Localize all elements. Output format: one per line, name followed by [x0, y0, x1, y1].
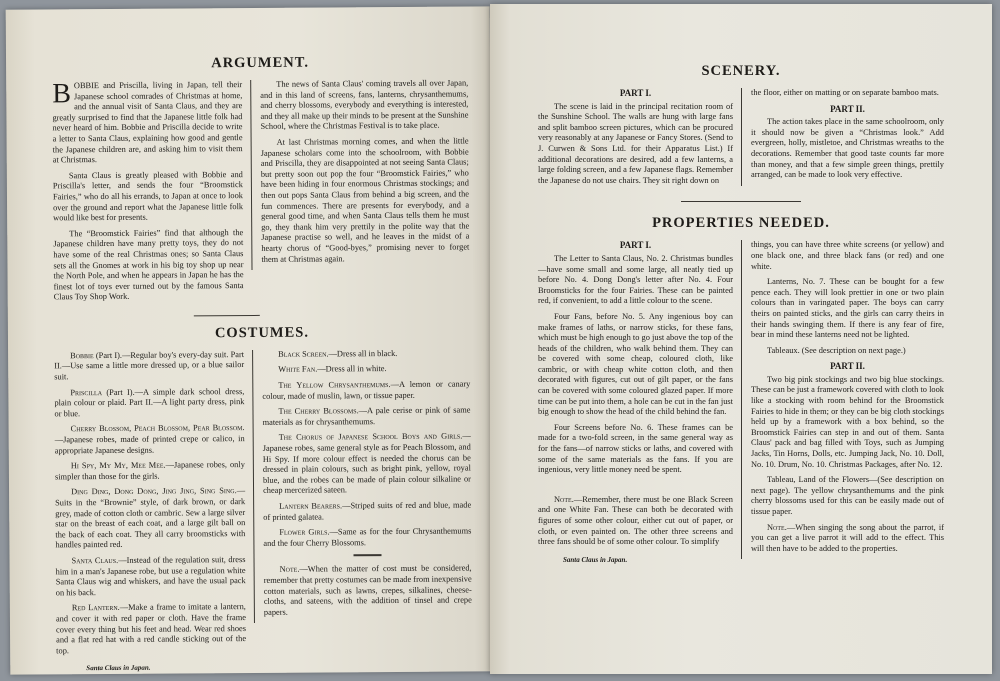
costumes-column-2 — [252, 348, 472, 623]
costumes-columns — [54, 348, 472, 673]
paragraph — [538, 423, 733, 476]
note-text: —When the matter of cost must be considered, remember that pretty costumes can be made from inexpensive cotton materials, such as lawns, crepes, silkalines, cheese-cloths, and sateens, with the addition of tinsel and crepe papers. — [263, 563, 472, 617]
paragraph — [55, 486, 245, 551]
paragraph-lead: Hi Spy, My My, Mee Mee. — [70, 460, 166, 471]
paragraph — [54, 387, 244, 420]
scenery-column-1 — [538, 88, 741, 191]
paragraph — [53, 170, 243, 224]
paragraph-text: —Remember, there must be one Black Screen and one White Fan. These can both be decorated with figures of some other colour, either cut out of paper, or cloth, or even painted on. The other three screens and three fans should be of some other colour. To simplify — [538, 494, 733, 547]
paragraph-text: the floor, either on matting or on separate bamboo mats. — [751, 88, 939, 97]
argument-column-1 — [52, 80, 252, 308]
paragraph-lead: Black Screen. — [278, 349, 329, 359]
paragraph-text: —Japanese robes, same general style as for Peach Blossom, and Hi Spy. If more colour effect is needed the chorus can be dressed in plain colours, such as bright pink, yellow, royal blue, and the robes can be made of plain colour silkaline or cheap mercerized sateen. — [262, 431, 472, 496]
costumes-heading: COSTUMES. — [214, 324, 310, 342]
part-heading: PART II. — [830, 103, 865, 114]
argument-heading: ARGUMENT. — [211, 54, 309, 72]
paragraph-text: The action takes place in the same schoolroom, only it should now be given a “Christmas look.” Add evergreen, holly, mistletoe, and Christmas wreaths to the decorations. Remember that good taste counts far more than money, and that a few simple green things, prettily arranged, can be made to look very effective. — [751, 117, 944, 180]
paragraph-text: Tableaux. (See description on next page.) — [767, 345, 906, 355]
paragraph — [55, 460, 245, 483]
scenery-columns — [538, 88, 944, 191]
paragraph — [751, 240, 944, 272]
drop-cap: B — [52, 78, 72, 110]
argument-columns — [52, 78, 470, 308]
paragraph — [262, 364, 470, 376]
paragraph-lead: Note. — [554, 494, 574, 504]
paragraph-text: OBBIE and Priscilla, living in Japan, tell their Japanese school comrades of Christmas at home, and the annual visit of Santa Claus, and they are greatly surprised to find that the Japanese little folk had never heard of him. Bobbie and Priscilla decide to write a letter to Santa Claus, explaining how good and gentle the Japanese children are, and asking him to visit them at Christmas. — [52, 80, 243, 165]
paragraph-text: Two big pink stockings and two big blue stockings. These can be just a framework covered with cloth to look like a stocking with room behind for the Broomstick Fairies to hide in them; or they can be big cloth stockings held up by a framework with a box behind, so the Broomstick Fairies can step in and out of them. Santa Claus' pack and bag filled with Toys, such as Jumping Jacks, Tin Horns, Dolls, etc. Jumping Jack, No. 10. Doll, No. 10. Drum, No. 10. Christmas Packages, after No. 12. — [751, 374, 944, 469]
paragraph — [53, 228, 244, 303]
paragraph-text: —Make a frame to imitate a lantern, and cover it with red paper or cloth. Have the frame cover every thing but his feet and head. Wear red shoes and a flat red hat with a red candle sticking out of the top. — [55, 602, 247, 656]
right-page — [490, 4, 992, 674]
paragraph-text: (Part I).—Regular boy's every-day suit. Part II.—Use same a little more dressed up, or a blue sailor suit. — [54, 349, 245, 382]
paragraph-text: —Japanese robes, only simpler than those for the girls. — [54, 460, 245, 482]
paragraph-lead: The Chorus of Japanese School Boys and Girls. — [278, 431, 463, 443]
paragraph-lead: White Fan. — [278, 364, 318, 375]
paragraph — [261, 136, 470, 265]
paragraph — [263, 527, 471, 550]
paragraph-text: Santa Claus is greatly pleased with Bobbie and Priscilla's letter, and sends the four “Broomstick Fairies,” who do all his errands, to Japan at once to look over the ground and report what the Japanese little folk would like best for presents. — [52, 169, 244, 223]
note-divider — [353, 554, 381, 556]
paragraph — [751, 117, 944, 181]
part-heading: PART II. — [830, 361, 865, 372]
paragraph-lead: Note. — [767, 522, 787, 532]
paragraph-lead: Priscilla — [70, 387, 103, 397]
paragraph-text: —Same as for the four Chrysanthemums and the four Cherry Blossoms. — [263, 526, 472, 548]
paragraph-lead: Santa Claus. — [71, 555, 119, 566]
paragraph — [260, 78, 468, 132]
paragraph — [751, 475, 944, 517]
paragraph-text: —Suits in the “Brownie” style, of dark brown, or dark grey, made of cotton cloth or cambric. Sew a large silver star on the breast of each coat, and a large gilt ball on the back of each coat. They all carry broomsticks with handles painted red. — [55, 486, 246, 550]
spacer — [538, 481, 733, 495]
part-heading: PART I. — [619, 88, 652, 98]
paragraph — [751, 88, 944, 99]
section-divider — [681, 201, 801, 202]
paragraph-text: The “Broomstick Fairies” find that although the Japanese children have many pretty toys, they do not have some of the real Christmas ones; so Santa Claus sets all the Gnomes at work in his big toy shop up near the North Pole, and when he appears in Japan he has the finest lot of toys ever turned out by the famous Santa Claus Toy Shop Work. — [53, 227, 244, 302]
paragraph — [262, 348, 470, 360]
page-footer: Santa Claus in Japan. — [563, 555, 628, 564]
costumes-list — [262, 348, 471, 549]
paragraph-text: —Dress all in black. — [328, 348, 398, 359]
page-footer: Santa Claus in Japan. — [86, 664, 151, 673]
paragraph — [52, 80, 243, 166]
paragraph-text: —Striped suits of red and blue, made of printed galatea. — [263, 500, 472, 522]
paragraph-text: —When singing the song about the parrot, if you can get a live parrot it will add to the effect. This will then have to be added to the properties. — [751, 522, 944, 553]
scenery-heading: SCENERY. — [701, 63, 781, 79]
section-divider — [194, 315, 260, 316]
paragraph-lead: The Yellow Chrysanthemums. — [278, 380, 391, 390]
paragraph — [54, 350, 244, 383]
paragraph-text: The news of Santa Claus' coming travels all over Japan, and in this land of screens, fans, lanterns, chrysanthemums, and cherry blossoms, everybody and everything is interested, and they all make up their minds to be present at the Sunshine School, where the Christmas Festival is to take place. — [260, 78, 469, 132]
paragraph-text: Four Screens before No. 6. These frames can be made for a two-fold screen, in the same general way as for the fans—of narrow sticks or laths, and covered with some of the same materials as the fans. If you are ingenious, very little money need be spent. — [538, 422, 733, 475]
paragraph-text: —A pale cerise or pink of same materials as for chrysanthemums. — [262, 405, 471, 427]
paragraph-lead: Lantern Bearers. — [279, 501, 343, 511]
paragraph — [56, 602, 246, 656]
paragraph-text: —Dress all in white. — [317, 364, 387, 374]
paragraph-lead: Ding Ding, Dong Dong, Jing Jing, Sing Sing. — [71, 486, 237, 497]
paragraph — [263, 432, 471, 497]
properties-columns — [538, 240, 944, 564]
left-page — [6, 6, 495, 674]
costumes-note — [264, 564, 472, 618]
note-lead: Note. — [279, 565, 300, 575]
properties-column-2 — [741, 240, 944, 559]
paragraph — [751, 346, 944, 357]
paragraph-text: Four Fans, before No. 5. Any ingenious boy can make frames of laths, or narrow sticks, for these fans, which must be high enough to go just above the top of the heads of the children, who walk behind them. They can be covered with some cheap, coloured cloth, like cambric, or with cheap white cotton cloth, and then decorated with figures, cut out of gilt paper, or the fans can be covered with some coloured glazed paper. If more time can be put into them, a hole can be cut in the fan just big enough to show the head of the child behind the fan. — [538, 311, 733, 417]
argument-column-2 — [250, 78, 469, 270]
part-heading: PART I. — [619, 240, 652, 251]
paragraph — [262, 406, 470, 429]
paragraph — [538, 254, 733, 307]
paragraph-text: The scene is laid in the principal recitation room of the Sunshine School. The walls are hung with large fans and split bamboo screen pictures, which can be procured very reasonably at any Japanese or Fancy Stores. (Send to J. Curwen & Sons Ltd. for their Apparatus List.) If additional decorations are desired, add a few lanterns, a large folding screen, and a few Japanese flags. Remember the Japanese do not use chairs. They sit right down on — [538, 101, 733, 185]
properties-list-1 — [538, 240, 733, 547]
properties-column-1 — [538, 240, 741, 564]
scenery-column-2 — [741, 88, 944, 186]
paragraph — [751, 523, 944, 555]
paragraph — [263, 500, 471, 523]
costumes-list-1 — [54, 350, 246, 657]
paragraph — [538, 102, 733, 187]
paragraph-text: —Instead of the regulation suit, dress him in a man's Japanese robe, but use a regulation white Santa Claus wig and whiskers, and have the usual pack on his back. — [55, 555, 246, 598]
paragraph — [538, 495, 733, 548]
paragraph-text: (Part I).—A simple dark school dress, plain colour or plaid. Part II.—A light party dress, pink or blue. — [54, 386, 245, 419]
costumes-column-1 — [54, 350, 254, 674]
paragraph — [56, 555, 246, 599]
paragraph-text: things, you can have three white screens (or yellow) and one black one, and three black fans (or red) and one white. — [751, 240, 944, 271]
paragraph — [538, 312, 733, 418]
properties-heading: PROPERTIES NEEDED. — [652, 215, 830, 232]
paragraph-text: Lanterns, No. 7. These can be bought for a few pence each. They will look prettier in one or two plain colours than in varingated paper. The boys can carry theirs on painted sticks, and the girls can carry theirs in their hands swinging them. If there is any fear of fire, bear in mind these lanterns need not be lighted. — [751, 277, 944, 340]
paragraph-lead: Flower Girls. — [279, 527, 330, 537]
paragraph-text: At last Christmas morning comes, and when the little Japanese scholars come into the schoolroom, with Bobbie and Priscilla, they are disappointed at not seeing Santa Claus; but pretty soon out pop the four “Broomstick Fairies,” who have been hiding in four enormous Christmas stockings; and then out pops Santa Claus from behind a big screen, and the fun commences. There are presents for everybody, and a general good time, and when Santa Claus tells them he must go, they thank him very prettily in the polite way that the Japanese practise so well, and he leaves in the midst of a hearty chorus of “Good-byes,” promising never to forget them at Christmas again. — [260, 136, 470, 264]
paragraph — [751, 375, 944, 470]
paragraph-text: Tableau, Land of the Flowers—(See description on next page). The yellow chrysanthemums and the pink cherry blossoms used for this can be easily made out of tissue paper. — [751, 475, 944, 516]
paragraph-text: The Letter to Santa Claus, No. 2. Christmas bundles—have some small and some large, all neatly tied up before No. 4. Dong Dong's letter after No. 4. Four Broomsticks for the four Fairies. These can be painted red, if convenient, to add a little colour to the scene. — [538, 253, 733, 306]
paragraph — [262, 380, 470, 403]
paragraph-text: —A lemon or canary colour, made of muslin, lawn, or tissue paper. — [262, 379, 471, 401]
paragraph-lead: The Cherry Blossoms. — [278, 406, 359, 417]
paragraph-text: —Japanese robes, made of printed crepe or calico, in appropriate Japanese designs. — [54, 434, 245, 455]
paragraph — [55, 423, 245, 456]
paragraph-lead: Cherry Blossom, Peach Blossom, Pear Blossom. — [70, 423, 245, 434]
paragraph — [751, 277, 944, 341]
paragraph-lead: Bobbie — [70, 350, 94, 361]
paragraph-lead: Red Lantern. — [71, 603, 120, 613]
